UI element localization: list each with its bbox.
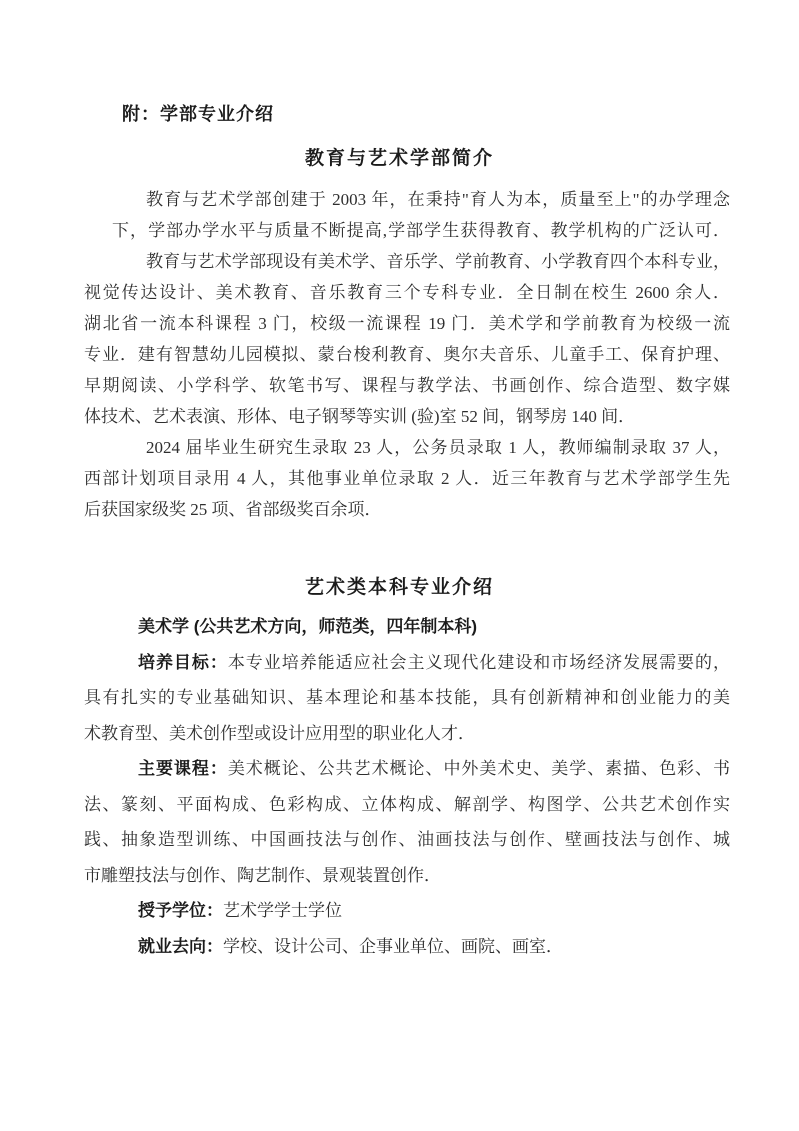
field-text: 艺术学学士学位 bbox=[223, 901, 342, 920]
text-line: 体技术、艺术表演、形体、电子钢琴等实训 (验)室 52 间，钢琴房 140 间． bbox=[84, 407, 636, 426]
text-line: 视觉传达设计、美术教育、音乐教育三个专科专业．全日制在校生 2600 余人． bbox=[84, 283, 730, 302]
field-text: 美术概论、公共艺术概论、中外美术史、美学、素描、色彩、书 bbox=[227, 759, 730, 778]
text-line bbox=[84, 645, 730, 681]
appendix-heading: 附：学部专业介绍 bbox=[122, 104, 274, 124]
section1-title: 教育与艺术学部简介 bbox=[304, 148, 494, 169]
text-line: 早期阅读、小学科学、软笔书写、课程与教学法、书画创作、综合造型、数字媒 bbox=[84, 376, 730, 395]
text-line: 后获国家级奖 25 项、省部级奖百余项． bbox=[84, 500, 382, 519]
field-label: 就业去向： bbox=[138, 936, 223, 956]
text-line bbox=[84, 893, 730, 929]
text-line: 具有扎实的专业基础知识、基本理论和基本技能，具有创新精神和创业能力的美 bbox=[84, 688, 730, 707]
section2-body bbox=[84, 609, 730, 964]
text-line: 术教育型、美术创作型或设计应用型的职业化人才． bbox=[84, 723, 475, 743]
text-line: 践、抽象造型训练、中国画技法与创作、油画技法与创作、壁画技法与创作、城 bbox=[84, 830, 730, 849]
field-text: 本专业培养能适应社会主义现代化建设和市场经济发展需要的， bbox=[227, 652, 730, 672]
section2-title: 艺术类本科专业介绍 bbox=[304, 577, 494, 598]
text-line: 教育与艺术学部现设有美术学、音乐学、学前教育、小学教育四个本科专业， bbox=[146, 252, 730, 271]
field-label: 培养目标： bbox=[138, 652, 228, 672]
text-line: 湖北省一流本科课程 3 门，校级一流课程 19 门．美术学和学前教育为校级一流 bbox=[84, 314, 730, 333]
text-line: 法、篆刻、平面构成、色彩构成、立体构成、解剖学、构图学、公共艺术创作实 bbox=[84, 794, 730, 814]
text-line: 市雕塑技法与创作、陶艺制作、景观装置创作． bbox=[84, 865, 441, 885]
text-line: 教育与艺术学部创建于 2003 年，在秉持"育人为本，质量至上"的办学理念 bbox=[146, 190, 730, 209]
text-line bbox=[84, 751, 730, 787]
text-line: 专业．建有智慧幼儿园模拟、蒙台梭利教育、奥尔夫音乐、儿童手工、保育护理、 bbox=[84, 345, 730, 364]
text-line: 西部计划项目录用 4 人，其他事业单位录取 2 人．近三年教育与艺术学部学生先 bbox=[84, 469, 730, 488]
field-text: 学校、设计公司、企事业单位、画院、画室． bbox=[223, 936, 563, 956]
field-label: 授予学位： bbox=[138, 901, 223, 920]
major-heading: 美术学 (公共艺术方向，师范类，四年制本科) bbox=[138, 617, 478, 636]
field-label: 主要课程： bbox=[138, 759, 228, 778]
text-line: 下，学部办学水平与质量不断提高,学部学生获得教育、教学机构的广泛认可． bbox=[112, 221, 730, 240]
section1-body bbox=[84, 184, 730, 525]
text-line: 2024 届毕业生研究生录取 23 人，公务员录取 1 人，教师编制录取 37 人， bbox=[146, 438, 730, 457]
text-line bbox=[84, 929, 730, 965]
